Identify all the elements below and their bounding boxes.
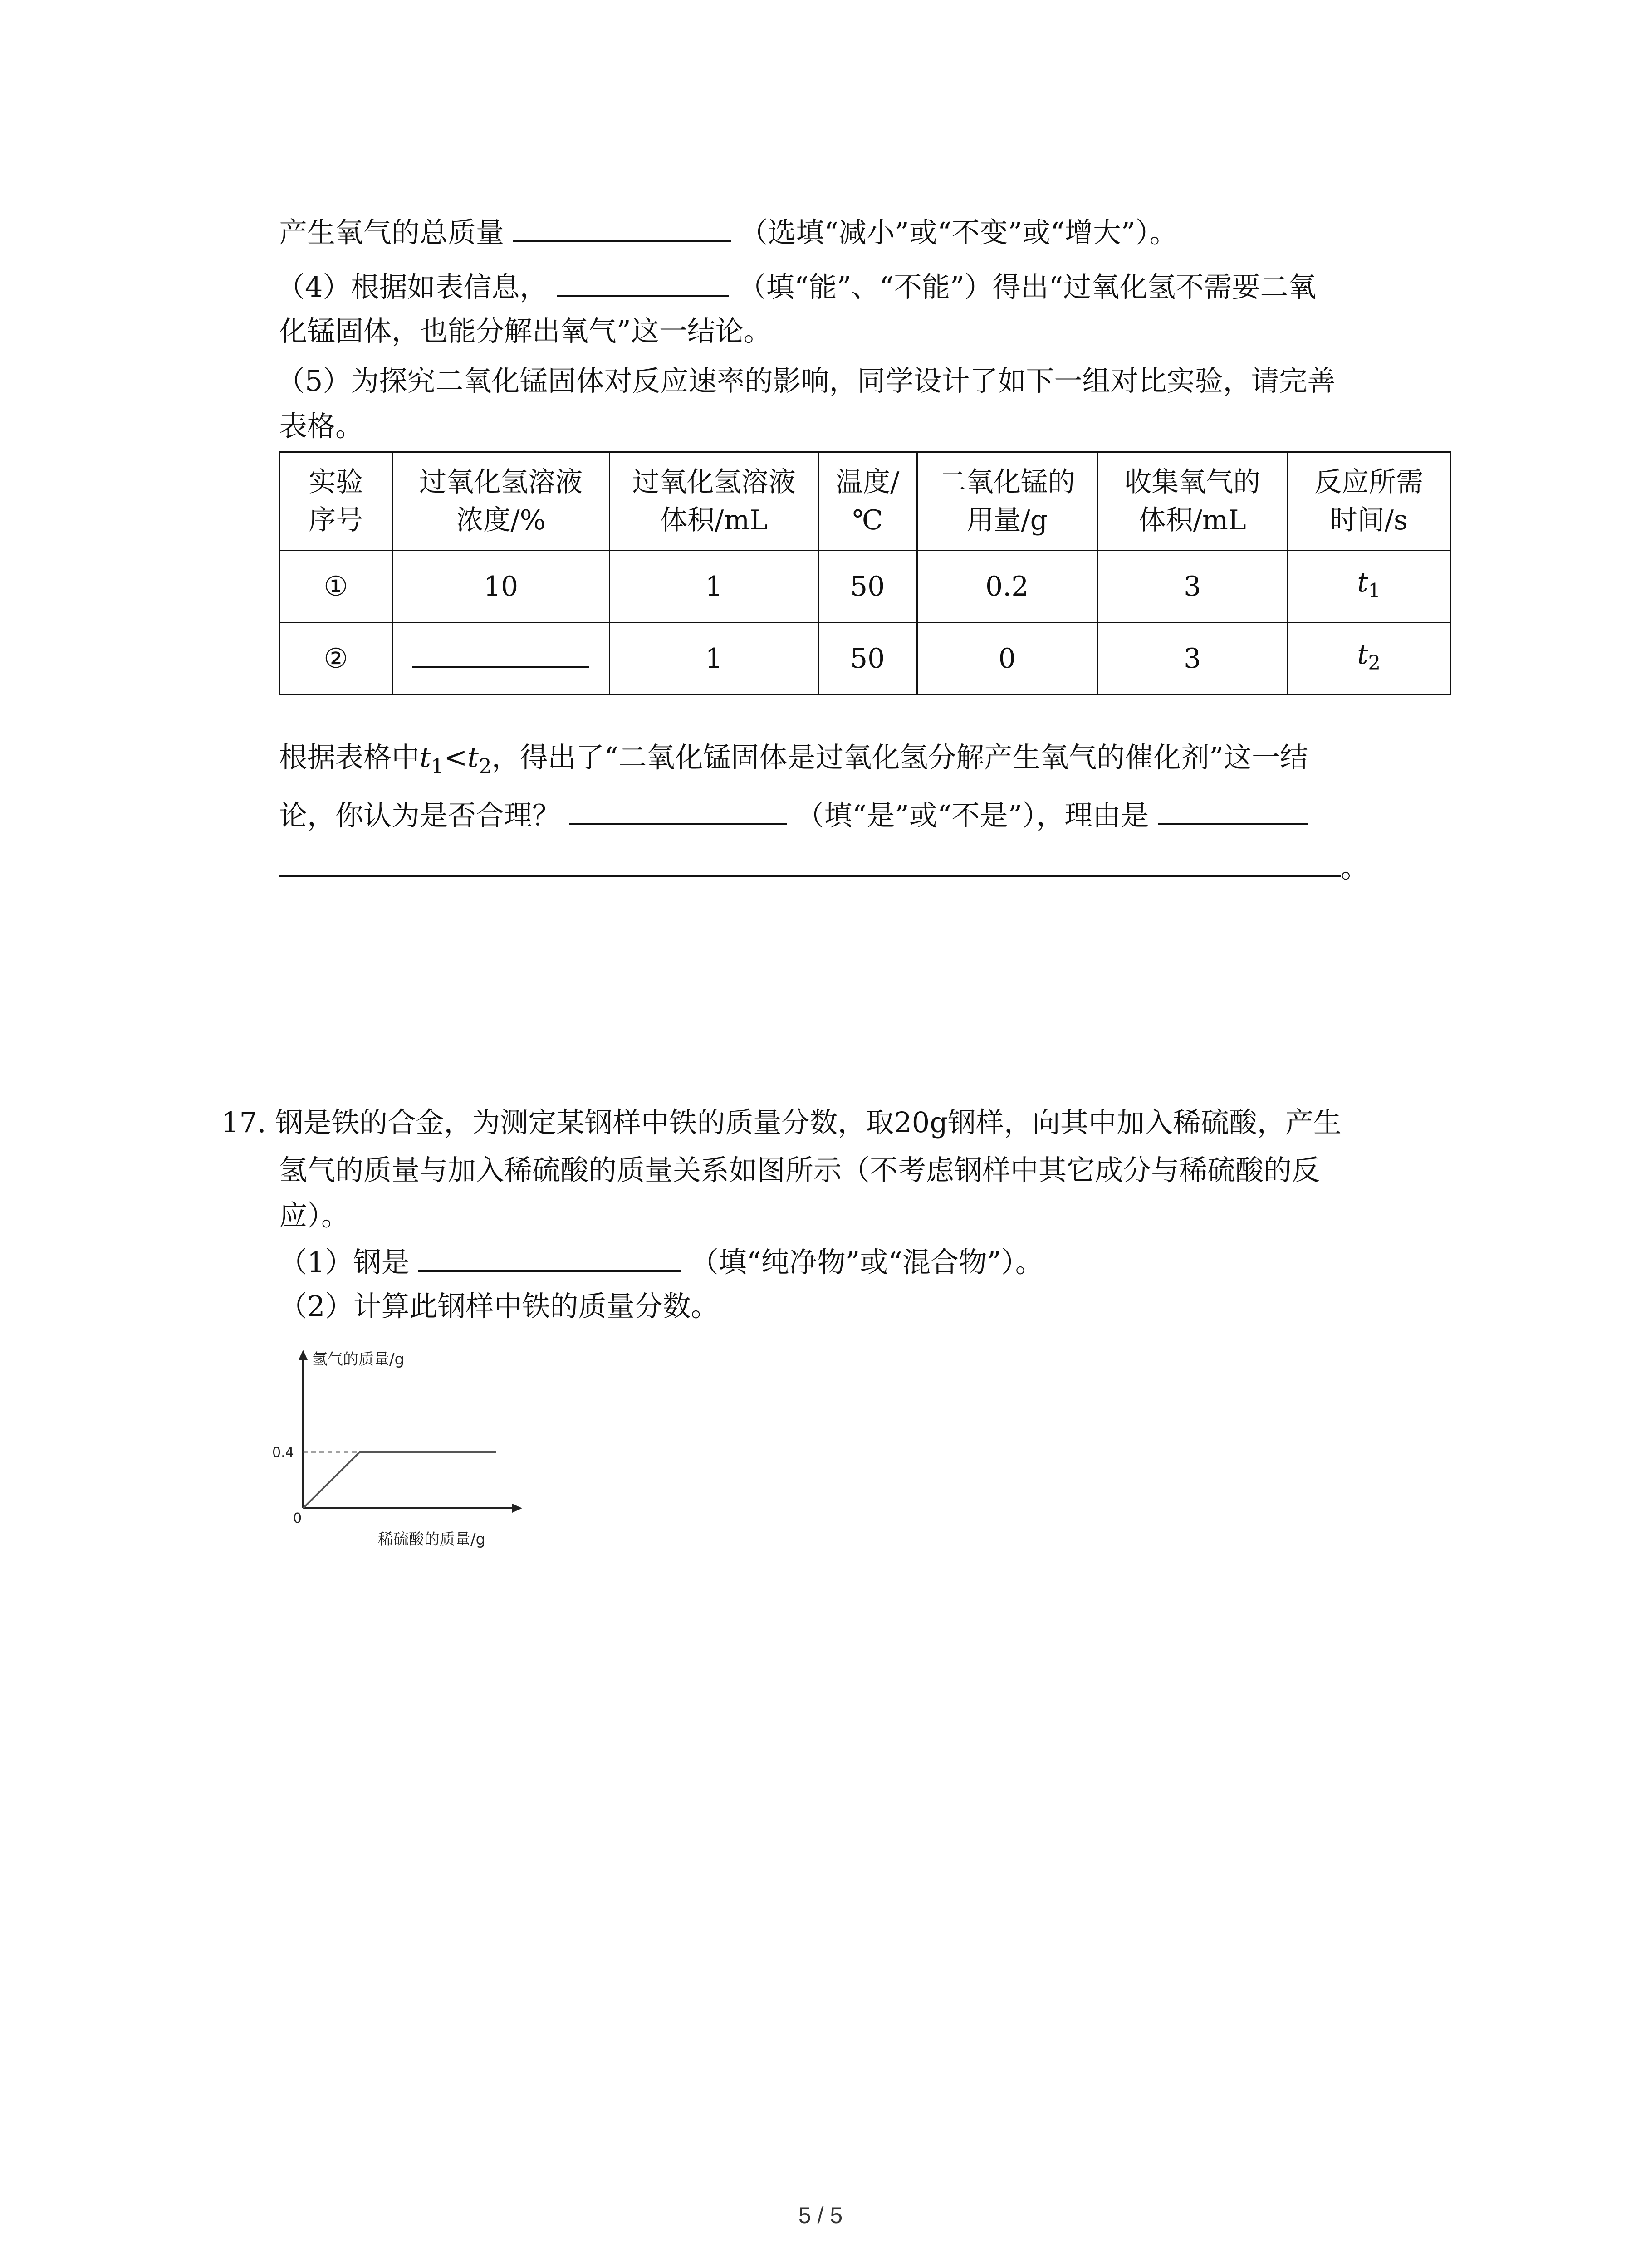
cell-time: $t_2$ <box>1288 623 1450 695</box>
text: （填“能”、“不能”）得出“过氧化氢不需要二氧 <box>738 270 1317 303</box>
x-axis-arrow <box>512 1504 522 1513</box>
experiment-table <box>279 451 1451 695</box>
cell-time: $t_1$ <box>1288 551 1450 623</box>
less-than: < <box>444 741 468 774</box>
text: （选填“减小”或“不变”或“增大”）。 <box>740 216 1178 249</box>
y-axis-label: 氢气的质量/g <box>312 1350 405 1369</box>
cell-volume: 1 <box>610 623 818 695</box>
text: 钢是铁的合金，为测定某钢样中铁的质量分数，取20g钢样，向其中加入稀硫酸，产生 <box>275 1106 1342 1139</box>
answer-blank[interactable] <box>279 848 1341 877</box>
table-row <box>280 623 1450 695</box>
y-tick-label: 0.4 <box>272 1445 294 1461</box>
header-cell: 过氧化氢溶液 浓度/% <box>392 452 610 551</box>
text: ，得出了“二氧化锰固体是过氧化氢分解产生氧气的催化剂”这一结 <box>491 741 1308 774</box>
text: （4）根据如表信息， <box>277 270 548 303</box>
header-cell: 温度/ ℃ <box>818 452 917 551</box>
table-row <box>280 551 1450 623</box>
x-axis-label: 稀硫酸的质量/g <box>378 1530 486 1549</box>
cell-concentration-blank[interactable] <box>392 623 610 695</box>
q17-subquestion-1 <box>279 1243 1043 1281</box>
q16-conclusion-cont <box>279 796 1308 834</box>
text: 产生氧气的总质量 <box>279 216 505 249</box>
cell-temperature: 50 <box>818 551 917 623</box>
page-number: 5 / 5 <box>798 2203 843 2228</box>
cell-concentration: 10 <box>392 551 610 623</box>
q16-subquestion-4 <box>277 268 1316 305</box>
header-cell: 过氧化氢溶液 体积/mL <box>610 452 818 551</box>
text: 氢气的质量与加入稀硫酸的质量关系如图所示（不考虑钢样中其它成分与稀硫酸的反 <box>279 1154 1320 1187</box>
text: 应）。 <box>279 1199 350 1232</box>
table-header-row <box>280 452 1450 551</box>
y-axis-arrow <box>299 1350 308 1360</box>
answer-blank[interactable] <box>412 643 589 668</box>
text: （2）计算此钢样中铁的质量分数。 <box>279 1290 719 1323</box>
q17-stem-cont <box>279 1152 1320 1188</box>
answer-blank[interactable] <box>557 268 729 297</box>
cell-temperature: 50 <box>818 623 917 695</box>
q16-subquestion-5 <box>277 363 1335 399</box>
cell-id: ② <box>280 623 392 695</box>
cell-volume: 1 <box>610 551 818 623</box>
cell-mno2: 0.2 <box>917 551 1097 623</box>
answer-blank[interactable] <box>513 213 731 242</box>
series-line <box>303 1452 496 1508</box>
q16-conclusion <box>279 739 1308 784</box>
text: （填“纯净物”或“混合物”）。 <box>690 1246 1043 1279</box>
text: 化锰固体，也能分解出氧气”这一结论。 <box>279 314 772 347</box>
answer-blank[interactable] <box>1158 796 1308 825</box>
sub: 1 <box>431 754 444 778</box>
text: 表格。 <box>279 410 364 443</box>
sub: 2 <box>479 754 492 778</box>
cell-oxygen-volume: 3 <box>1097 623 1288 695</box>
text: 。 <box>1341 851 1369 884</box>
answer-blank[interactable] <box>418 1243 681 1272</box>
header-cell: 收集氧气的 体积/mL <box>1097 452 1288 551</box>
var-t2: t <box>467 741 479 774</box>
text: 论，你认为是否合理？ <box>279 799 561 832</box>
text: （填“是”或“不是”），理由是 <box>796 799 1149 832</box>
header-cell: 反应所需 时间/s <box>1288 452 1450 551</box>
text: （5）为探究二氧化锰固体对反应速率的影响，同学设计了如下一组对比实验，请完善 <box>277 364 1336 397</box>
cell-mno2: 0 <box>917 623 1097 695</box>
q16-reason-line <box>279 848 1369 886</box>
q16-line-total-oxygen <box>279 213 1178 251</box>
q17-subquestion-2 <box>279 1288 719 1325</box>
answer-blank[interactable] <box>569 796 787 825</box>
question-number: 17. <box>221 1106 266 1139</box>
q17-stem-cont <box>279 1198 349 1234</box>
q17-stem <box>221 1105 1342 1141</box>
q16-subquestion-4-cont <box>279 313 772 349</box>
text: 根据表格中 <box>279 741 420 774</box>
origin-label: 0 <box>293 1510 302 1526</box>
header-cell: 实验 序号 <box>280 452 392 551</box>
var-t1: t <box>420 741 431 774</box>
q16-subquestion-5-cont <box>279 408 363 445</box>
text: （1）钢是 <box>279 1246 410 1279</box>
header-cell: 二氧化锰的 用量/g <box>917 452 1097 551</box>
cell-oxygen-volume: 3 <box>1097 551 1288 623</box>
hydrogen-mass-graph <box>268 1343 549 1551</box>
cell-id: ① <box>280 551 392 623</box>
